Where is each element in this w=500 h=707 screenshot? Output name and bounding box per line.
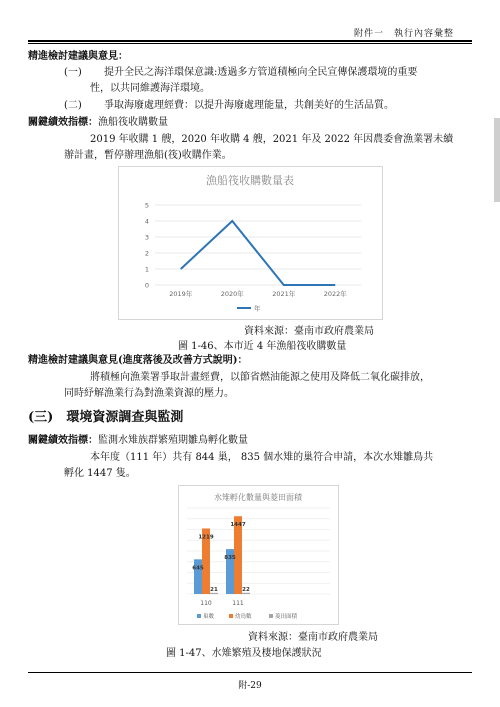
chart1-y-tick-label: 4 [144, 217, 149, 226]
chart2-legend-swatch [269, 614, 273, 618]
paragraph-2-line1: 將積極向漁業署爭取計畫經費，以節省燃油能源之使用及降低二氧化碳排放， [90, 372, 430, 383]
chart1-y-tick-label: 0 [144, 281, 149, 290]
kpi-line-1 [28, 115, 168, 130]
chart1-x-tick-label: 2020年 [220, 290, 244, 298]
chart1-title: 漁船筏收購數量表 [206, 174, 294, 187]
chart1-legend-label: 年 [254, 304, 261, 313]
chart2-data-label: 22 [242, 587, 250, 593]
item-2-number: (二) [64, 100, 82, 111]
paragraph-1-line1: 2019 年收購 1 艘，2020 年收購 4 艘，2021 年及 2022 年因農委會漁業署未續 [90, 134, 454, 145]
chart1-x-tick-label: 2019年 [169, 290, 193, 298]
paragraph-3-line1: 本年度（111 年）共有 844 巢， 835 個水雉的巢符合申請，本次水雉雛鳥共 [90, 452, 434, 463]
chart2-legend-label: 菱田面積 [275, 614, 298, 620]
chart2-data-label: 1219 [198, 534, 214, 541]
chart1-y-tick-label: 5 [144, 201, 149, 210]
chart2-x-tick-label: 111 [232, 600, 244, 607]
kpi-text-1: 漁船筏收購數量 [98, 117, 168, 128]
figure-1-caption: 圖 1-46、本市近 4 年漁船筏收購數量 [178, 341, 347, 352]
footer-rule [28, 672, 472, 673]
chart2-legend-swatch [229, 614, 233, 618]
chart1-y-tick-label: 1 [144, 265, 149, 274]
page-header: 附件一 執行內容彙整 [353, 29, 454, 39]
section-3-number: (三) [28, 410, 54, 425]
figure-2-source: 資料來源：臺南市政府農業局 [248, 632, 378, 643]
review-title-1: 精進檢討建議與意見： [28, 51, 128, 62]
chart2-legend-label: 巢數 [203, 614, 215, 620]
chart-vessel-purchases [118, 166, 383, 320]
chart2-bar [210, 593, 218, 594]
section-3-title: 環境資源調查與監測 [66, 410, 184, 425]
chart2-data-label: 21 [210, 587, 218, 593]
figure-2-caption: 圖 1-47、水雉繁殖及棲地保護狀況 [166, 648, 322, 659]
chart2-title: 水雉孵化數量與菱田面積 [214, 493, 302, 502]
kpi-label-2: 關鍵績效指標： [28, 435, 98, 446]
page-number: 附-29 [238, 681, 262, 691]
header-rule-thin [28, 43, 472, 44]
page-edge-tab [494, 118, 500, 202]
chart1-y-tick-label: 3 [144, 233, 149, 242]
chart1-x-tick-label: 2022年 [323, 290, 347, 298]
header-rule [28, 40, 472, 42]
paragraph-1-line2: 辦計畫，暫停辦理漁船(筏)收購作業。 [64, 150, 232, 161]
paragraph-3-line2: 孵化 1447 隻。 [64, 468, 136, 479]
chart-vessel-purchases-svg [119, 167, 382, 319]
figure-1-source: 資料來源：臺南市政府農業局 [244, 326, 374, 337]
chart2-legend-label: 幼鳥數 [235, 614, 252, 620]
section-3-heading [28, 406, 183, 425]
chart1-y-tick-label: 2 [144, 249, 149, 258]
paragraph-2-line2: 同時紓解漁業行為對漁業資源的壓力。 [64, 388, 234, 399]
item-1-text-line1: 提升全民之海洋環保意識:透過多方管道積極向全民宣傳保護環境的重要 [104, 67, 418, 78]
item-1-number: (一) [64, 67, 82, 78]
chart2-data-label: 1447 [230, 522, 246, 529]
chart2-x-tick-label: 110 [200, 600, 212, 607]
review-title-2: 精進檢討建議與意見(進度落後及改善方式說明)： [28, 355, 248, 366]
chart-jacana-hatching [178, 485, 339, 625]
chart1-x-tick-label: 2021年 [272, 290, 296, 298]
kpi-line-2 [28, 433, 248, 448]
kpi-text-2: 監測水雉族群繁殖期雛鳥孵化數量 [98, 435, 248, 446]
chart2-data-label: 645 [192, 565, 204, 572]
chart2-legend-swatch [197, 614, 201, 618]
chart-jacana-hatching-svg [179, 486, 338, 624]
item-1-text-line2: 性，以共同維護海洋環境。 [90, 83, 210, 94]
chart2-data-label: 835 [224, 555, 236, 562]
item-2-text: 爭取海廢處理經費：以提升海廢處理能量，共創美好的生活品質。 [104, 100, 394, 111]
kpi-label-1: 關鍵績效指標： [28, 117, 98, 128]
